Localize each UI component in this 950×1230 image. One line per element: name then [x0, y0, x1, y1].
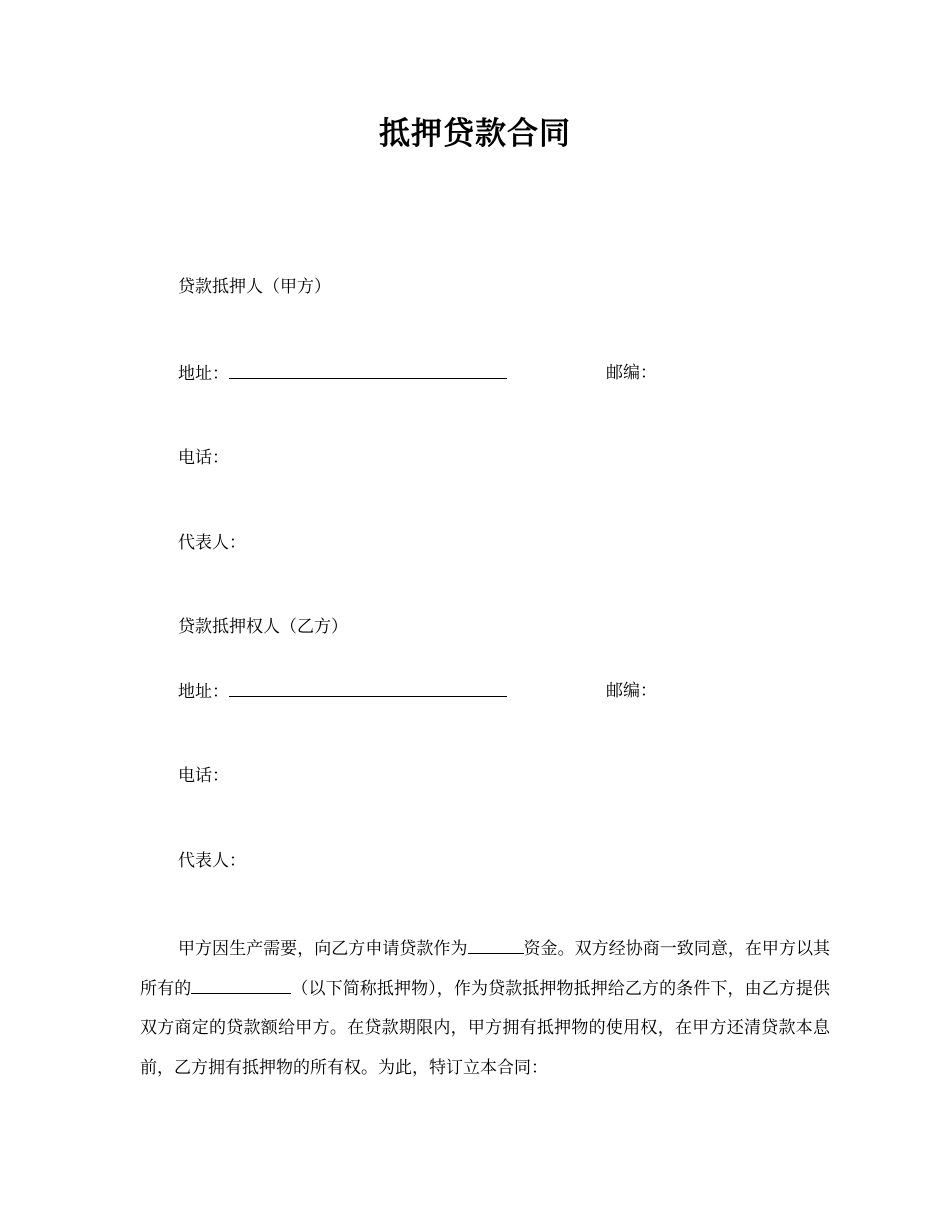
preamble-text-2: 资金。双方经协商一致同意，在甲方以其所有的 [140, 939, 831, 999]
party-b-address-row [178, 678, 507, 705]
preamble-paragraph [140, 930, 830, 1088]
party-a-address-label: 地址： [178, 364, 229, 384]
party-a-address-blank[interactable] [229, 360, 507, 379]
party-a-phone-label: 电话： [178, 448, 229, 468]
party-b-address-blank[interactable] [229, 678, 507, 697]
party-b-zip-label: 邮编： [606, 681, 657, 701]
party-b-phone-label: 电话： [178, 766, 229, 786]
party-a-heading: 贷款抵押人（甲方） [178, 277, 331, 297]
party-a-representative-label: 代表人： [178, 533, 246, 553]
party-a-zip-label: 邮编： [606, 363, 657, 383]
loan-purpose-blank[interactable] [468, 936, 524, 954]
preamble-text-3: （以下简称抵押物），作为贷款抵押物抵押给乙方的条件下，由乙方提供双方商定的贷款额给甲方。在贷款期限内，甲方拥有抵押物的使用权，在甲方还清贷款本息前，乙方拥有抵押物的所有权。为此，特订立本合同： [140, 978, 831, 1078]
document-title: 抵押贷款合同 [379, 116, 571, 152]
party-b-heading: 贷款抵押权人（乙方） [178, 617, 348, 637]
party-a-address-row [178, 360, 507, 387]
collateral-blank[interactable] [191, 976, 291, 994]
party-b-address-label: 地址： [178, 682, 229, 702]
party-b-representative-label: 代表人： [178, 851, 246, 871]
preamble-text-1: 甲方因生产需要，向乙方申请贷款作为 [178, 939, 468, 959]
